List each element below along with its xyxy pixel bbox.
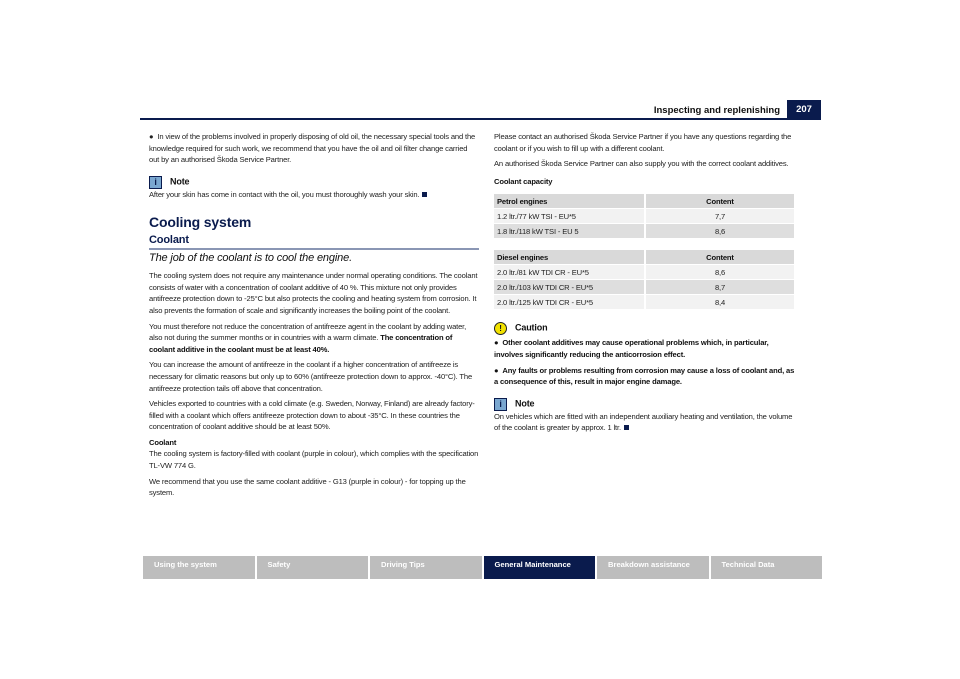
end-marker-icon bbox=[422, 192, 427, 197]
diesel-table bbox=[494, 249, 794, 310]
bullet-text: In view of the problems involved in properly disposing of old oil, the necessary special tools and the knowledge required for such work, we recommend that you have the oil and oil filter change carried out by an authorised Škoda Service Partner. bbox=[149, 132, 476, 165]
engine-cell: 2.0 ltr./81 kW TDI CR - EU*5 bbox=[494, 265, 644, 279]
table-row bbox=[494, 295, 794, 309]
table-row bbox=[494, 224, 794, 238]
section-title: Cooling system bbox=[149, 214, 252, 231]
subtitle: The job of the coolant is to cool the engine. bbox=[149, 251, 353, 264]
tab-driving-tips[interactable]: Driving Tips bbox=[370, 556, 482, 579]
table-row bbox=[494, 280, 794, 294]
note-title: Note bbox=[515, 398, 535, 409]
bold-warning: The concentration of coolant additive in the coolant must be at least 40%. bbox=[149, 333, 453, 354]
content-cell: 7,7 bbox=[644, 209, 794, 223]
caution-title: Caution bbox=[515, 322, 548, 333]
subsection-title: Coolant bbox=[149, 235, 479, 250]
content-cell: 8,6 bbox=[644, 265, 794, 279]
paragraph bbox=[149, 321, 479, 356]
note-text: On vehicles which are fitted with an independent auxiliary heating and ventilation, the volume of the coolant is greater by approx. 1 ltr. bbox=[494, 411, 793, 433]
table-row bbox=[494, 265, 794, 279]
tab-technical-data[interactable]: Technical Data bbox=[711, 556, 823, 579]
paragraph: An authorised Škoda Service Partner can also supply you with the correct coolant additives. bbox=[494, 159, 789, 169]
paragraph: You can increase the amount of antifreeze in the coolant if a higher concentration of antifreeze is necessary for climatic reasons but only up to 60% (antifreeze protection down to approx. -40°C). The antifreeze protection tails off above that concentration. bbox=[149, 360, 473, 393]
header-cell: Petrol engines bbox=[494, 194, 644, 208]
header-rule bbox=[140, 118, 788, 120]
info-icon: i bbox=[494, 398, 507, 411]
capacity-title: Coolant capacity bbox=[494, 176, 553, 186]
content-cell: 8,7 bbox=[644, 280, 794, 294]
paragraph: Vehicles exported to countries with a cold climate (e.g. Sweden, Norway, Finland) are already factory-filled with a coolant which offers antifreeze protection down to about -35°C. In these countries the concentration of coolant additive should be at least 50%. bbox=[149, 399, 475, 432]
coolant-heading: Coolant bbox=[149, 437, 177, 447]
chapter-nav bbox=[143, 556, 822, 579]
header-cell: Content bbox=[644, 194, 794, 208]
paragraph: The cooling system is factory-filled with coolant (purple in colour), which complies with the specification TL-VW 774 G. bbox=[149, 449, 479, 471]
tab-using-the-system[interactable]: Using the system bbox=[143, 556, 255, 579]
engine-cell: 1.8 ltr./118 kW TSI - EU 5 bbox=[494, 224, 644, 238]
content-cell: 8,6 bbox=[644, 224, 794, 238]
left-column bbox=[149, 131, 479, 503]
caution-text: Any faults or problems resulting from corrosion may cause a loss of coolant and, as a consequence of this, result in major engine damage. bbox=[494, 365, 795, 387]
engine-cell: 2.0 ltr./103 kW TDI CR - EU*5 bbox=[494, 280, 644, 294]
paragraph: The cooling system does not require any maintenance under normal operating conditions. The coolant consists of water with a concentration of coolant additive of 40 %. This mixture not only provides antifreeze protection down to -25°C but also protects the cooling and heating system from corrosion. It also prevents the formation of scale and significantly increases the boiling point of the coolant. bbox=[149, 271, 478, 315]
engine-cell: 1.2 ltr./77 kW TSI - EU*5 bbox=[494, 209, 644, 223]
content-cell: 8,4 bbox=[644, 295, 794, 309]
note-block bbox=[494, 398, 796, 434]
end-marker-icon bbox=[624, 425, 629, 430]
paragraph: We recommend that you use the same coolant additive - G13 (purple in colour) - for topping up the system. bbox=[149, 476, 466, 498]
table-row bbox=[494, 209, 794, 223]
caution-text: Other coolant additives may cause operational problems which, in particular, involves significantly reducing the anticorrosion effect. bbox=[494, 338, 769, 359]
info-icon: i bbox=[149, 176, 162, 189]
header-cell: Content bbox=[644, 250, 794, 264]
note-block bbox=[149, 176, 479, 201]
caution-block bbox=[494, 322, 796, 387]
page-number: 207 bbox=[787, 100, 821, 120]
caution-item: ● Any faults or problems resulting from corrosion may cause a loss of coolant and, as a consequence of this, result in major engine damage. bbox=[494, 365, 795, 387]
note-title: Note bbox=[170, 176, 190, 187]
tab-safety[interactable]: Safety bbox=[257, 556, 369, 579]
running-header: Inspecting and replenishing bbox=[653, 105, 780, 116]
caution-item: ● Other coolant additives may cause operational problems which, in particular, involves significantly reducing the anticorrosion effect. bbox=[494, 338, 769, 359]
header-cell: Diesel engines bbox=[494, 250, 644, 264]
bullet-item: ● In view of the problems involved in properly disposing of old oil, the necessary special tools and the knowledge required for such work, we recommend that you have the oil and oil filter change carried out by an authorised Škoda Service Partner. bbox=[149, 132, 476, 165]
petrol-table bbox=[494, 193, 794, 239]
note-text: After your skin has come in contact with the oil, you must thoroughly wash your skin. bbox=[149, 189, 420, 199]
table-header bbox=[494, 194, 794, 208]
tab-breakdown-assistance[interactable]: Breakdown assistance bbox=[597, 556, 709, 579]
paragraph-text: You must therefore not reduce the concentration of antifreeze agent in the coolant by adding water, also not during the summer months or in countries with a warm climate. bbox=[149, 321, 467, 343]
caution-icon: ! bbox=[494, 322, 507, 335]
table-header bbox=[494, 250, 794, 264]
engine-cell: 2.0 ltr./125 kW TDI CR - EU*5 bbox=[494, 295, 644, 309]
right-column bbox=[494, 131, 796, 434]
paragraph: Please contact an authorised Škoda Service Partner if you have any questions regarding the coolant or if you wish to fill up with a different coolant. bbox=[494, 132, 792, 153]
tab-general-maintenance[interactable]: General Maintenance bbox=[484, 556, 596, 579]
